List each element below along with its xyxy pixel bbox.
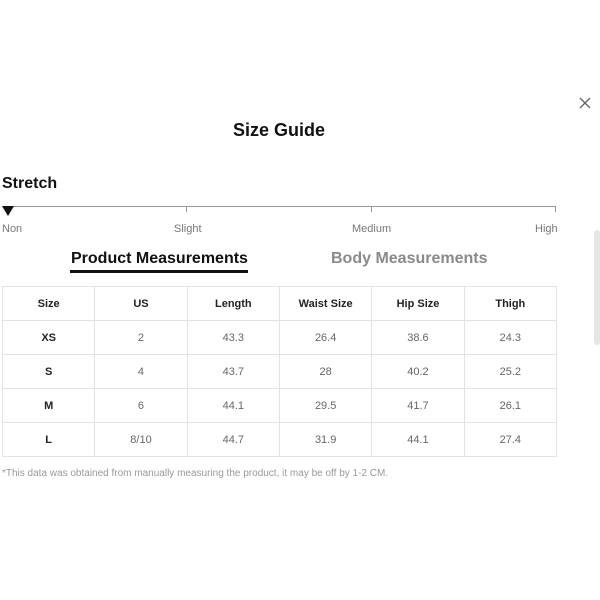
stretch-marker-icon [2, 206, 14, 216]
cell-hip-size: 41.7 [372, 389, 464, 423]
cell-size: XS [3, 321, 95, 355]
stretch-tick-slight [186, 206, 187, 212]
stretch-level-high: High [535, 223, 558, 235]
table-row [3, 423, 557, 457]
stretch-tick-high [555, 206, 556, 212]
table-row [3, 321, 557, 355]
header-us: US [95, 287, 187, 321]
header-waist-size: Waist Size [279, 287, 371, 321]
cell-waist-size: 29.5 [279, 389, 371, 423]
table-header-row [3, 287, 557, 321]
cell-length: 43.7 [187, 355, 279, 389]
stretch-tick-medium [371, 206, 372, 212]
header-thigh: Thigh [464, 287, 556, 321]
cell-length: 44.1 [187, 389, 279, 423]
cell-us: 2 [95, 321, 187, 355]
cell-size: S [3, 355, 95, 389]
cell-us: 4 [95, 355, 187, 389]
stretch-level-slight: Slight [174, 223, 202, 235]
cell-thigh: 24.3 [464, 321, 556, 355]
size-table [2, 286, 557, 457]
table-row [3, 389, 557, 423]
dialog-title: Size Guide [232, 120, 326, 140]
cell-thigh: 26.1 [464, 389, 556, 423]
cell-length: 43.3 [187, 321, 279, 355]
cell-waist-size: 26.4 [279, 321, 371, 355]
stretch-level-non: Non [2, 223, 23, 235]
stretch-label: Stretch [2, 175, 58, 192]
tab-body-measurements[interactable]: Body Measurements [331, 250, 488, 267]
header-length: Length [187, 287, 279, 321]
measurement-note: *This data was obtained from manually measuring the product, it may be off by 1-2 CM. [2, 468, 389, 479]
cell-waist-size: 31.9 [279, 423, 371, 457]
close-icon [577, 95, 593, 111]
cell-hip-size: 40.2 [372, 355, 464, 389]
cell-hip-size: 38.6 [372, 321, 464, 355]
active-tab-underline [70, 270, 248, 273]
cell-thigh: 27.4 [464, 423, 556, 457]
stretch-level-medium: Medium [352, 223, 392, 235]
cell-us: 6 [95, 389, 187, 423]
cell-size: L [3, 423, 95, 457]
header-hip-size: Hip Size [372, 287, 464, 321]
header-size: Size [3, 287, 95, 321]
close-button[interactable] [577, 95, 593, 111]
cell-us: 8/10 [95, 423, 187, 457]
cell-hip-size: 44.1 [372, 423, 464, 457]
cell-waist-size: 28 [279, 355, 371, 389]
tab-product-measurements[interactable]: Product Measurements [71, 250, 248, 267]
scrollbar[interactable] [594, 230, 600, 345]
stretch-scale-line [7, 206, 556, 207]
cell-length: 44.7 [187, 423, 279, 457]
cell-size: M [3, 389, 95, 423]
table-row [3, 355, 557, 389]
cell-thigh: 25.2 [464, 355, 556, 389]
